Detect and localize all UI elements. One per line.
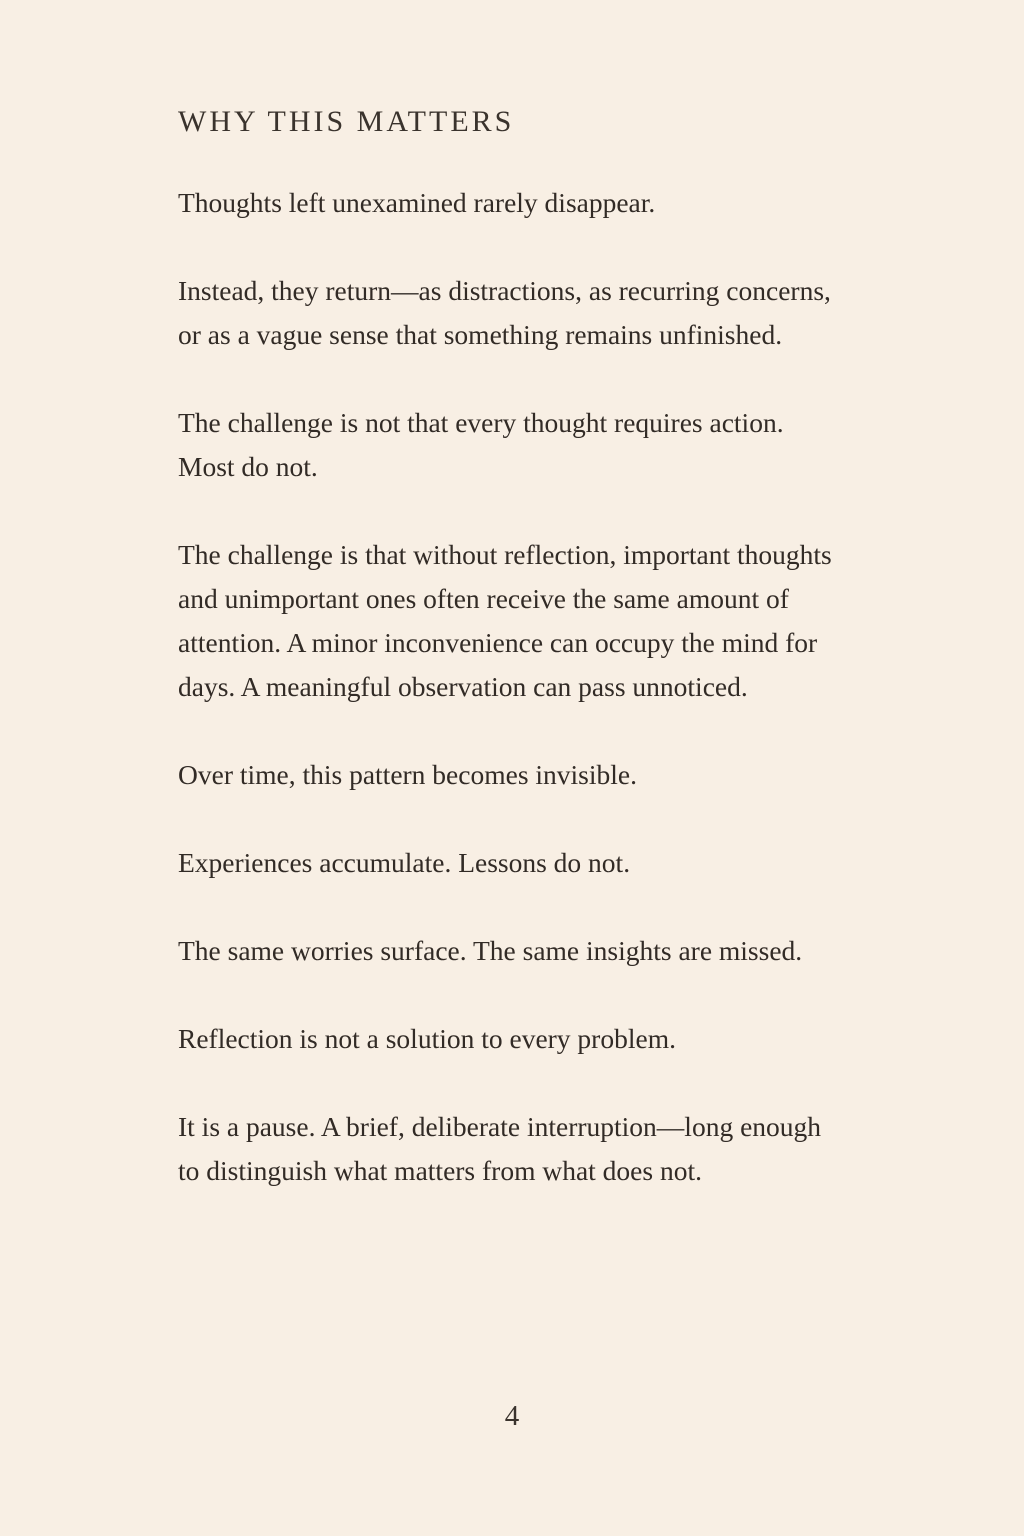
- paragraph: The challenge is not that every thought requires action. Most do not.: [178, 407, 784, 482]
- paragraph: Thoughts left unexamined rarely disappear.: [178, 187, 656, 218]
- page-number: 4: [504, 1400, 520, 1432]
- paragraph: Reflection is not a solution to every problem.: [178, 1023, 676, 1054]
- paragraph: Over time, this pattern becomes invisible.: [178, 759, 637, 790]
- paragraph: It is a pause. A brief, deliberate interruption—long enough to distinguish what matters from what does not.: [178, 1111, 822, 1186]
- paragraph: Experiences accumulate. Lessons do not.: [178, 847, 631, 878]
- paragraph: The same worries surface. The same insights are missed.: [178, 935, 803, 966]
- body-text: [178, 181, 868, 1193]
- paragraph: The challenge is that without reflection, important thoughts and unimportant ones often receive the same amount of attention. A minor inconvenience can occupy the mind for days. A meaningful observation can pass unnoticed.: [178, 539, 832, 702]
- paragraph: Instead, they return—as distractions, as recurring concerns, or as a vague sense that something remains unfinished.: [178, 275, 831, 350]
- section-heading: WHY THIS MATTERS: [178, 105, 515, 138]
